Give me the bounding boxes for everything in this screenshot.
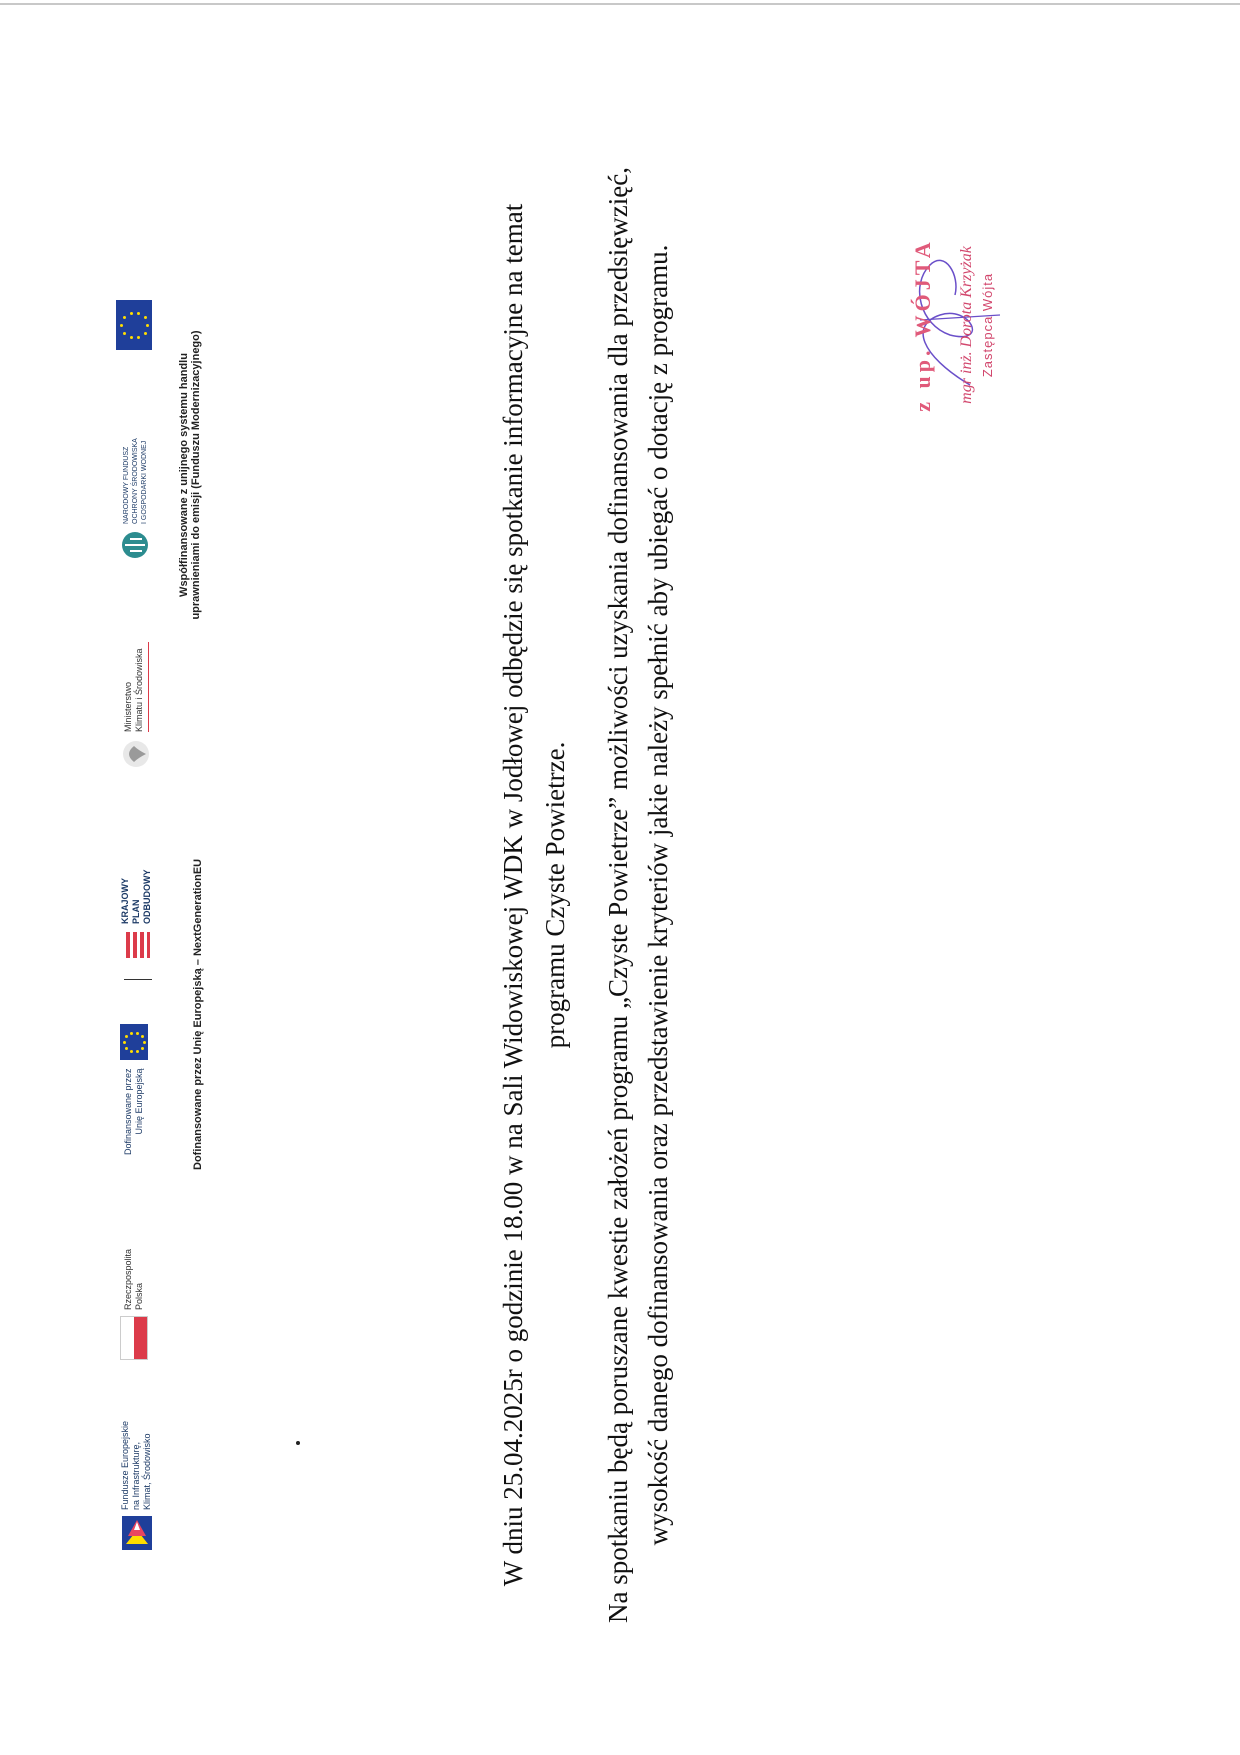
fundusze-europejskie-logo <box>120 1421 153 1550</box>
nfosigw-leaf-icon <box>120 530 150 560</box>
kpo-label: KRAJOWY PLAN ODBUDOWY <box>120 869 152 924</box>
nfosigw-logo <box>120 438 150 560</box>
polish-flag-icon <box>120 1316 148 1360</box>
ministry-red-rule <box>148 642 149 732</box>
eu-flag-right-icon <box>116 300 152 350</box>
stamp-name-line: mgr inż. Dorota Krzyżak <box>958 246 975 404</box>
announcement-paragraph-1: W dniu 25.04.2025r o godzinie 18.00 w na Sali Widowiskowej WDK w Jodłowej odbędzie się spotkanie informacyjne na temat programu Czyste Powietrze. <box>498 203 570 1587</box>
announcement-paragraph-2: Na spotkaniu będą poruszane kwestie założeń programu „Czyste Powietrze” możliwości uzyskania dofinansowania dla przedsięwzięć, wysokość danego dofinansowania oraz przedstawienie kryteriów jakie należy spełnić aby ubiegać o dotację z programu. <box>603 167 673 1623</box>
kpo-logo <box>120 870 153 961</box>
logo-strip <box>120 0 200 1755</box>
caption-nextgen: Dofinansowane przez Unię Europejską – NextGenerationEU <box>192 858 204 1170</box>
rzeczpospolita-logo <box>120 1249 148 1360</box>
eu-flag-icon <box>120 1024 148 1060</box>
caption-modernization-fund: Współfinansowane z unijnego systemu handlu uprawnieniami do emisji (Funduszu Modernizacyjnego) <box>178 330 202 620</box>
kpo-stripes-icon <box>122 930 152 960</box>
stamp-authority-line: z up. WÓJTA <box>910 238 935 412</box>
stamp-title-line: Zastępca Wójta <box>980 272 995 378</box>
logo-divider <box>124 979 152 980</box>
nfos-label: NARODOWY FUNDUSZ OCHRONY ŚRODOWISKA I GOSPODARKI WODNEJ <box>122 438 148 524</box>
fe-star-icon <box>122 1516 152 1550</box>
ministry-label: Ministerstwo Klimatu i Środowiska <box>123 648 144 732</box>
ministry-logo <box>120 642 152 770</box>
eu-flag-right <box>116 300 152 350</box>
eu-funded-logo <box>120 1024 148 1155</box>
eagle-emblem-icon <box>120 738 152 770</box>
fe-label: Fundusze Europejskie na Infrastrukturę, Klimat, Środowisko <box>120 1420 152 1510</box>
eu-label: Dofinansowane przez Unię Europejską <box>123 1068 144 1155</box>
rp-label: Rzeczpospolita Polska <box>123 1248 144 1310</box>
scan-speck <box>296 1441 300 1445</box>
